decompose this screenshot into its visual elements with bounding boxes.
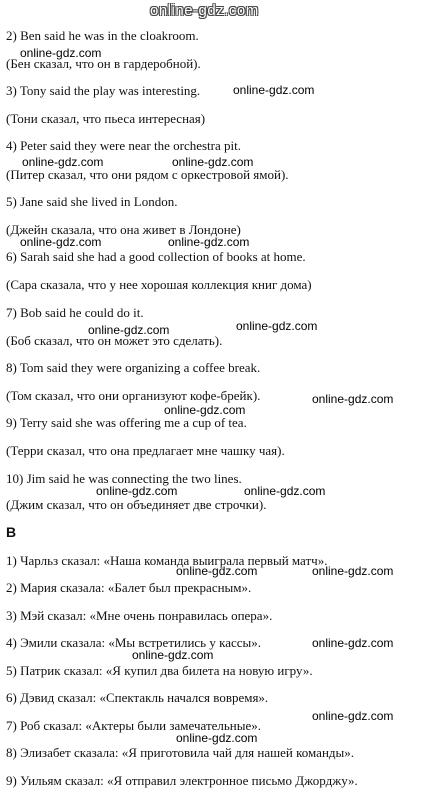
b-line-9: 9) Уильям сказал: «Я отправил электронное письмо Джорджу». bbox=[6, 773, 358, 788]
line-6-ru: (Сара сказала, что у нее хорошая коллекция книг дома) bbox=[6, 277, 312, 292]
line-4-ru: (Питер сказал, что они рядом с оркестровой ямой). bbox=[6, 167, 289, 182]
watermark: online-gdz.com bbox=[164, 403, 246, 417]
watermark-top: online-gdz.com bbox=[150, 2, 259, 19]
watermark: online-gdz.com bbox=[20, 235, 102, 249]
line-2-en: 2) Ben said he was in the cloakroom. bbox=[6, 28, 199, 43]
b-line-6: 6) Дэвид сказал: «Спектакль начался вовремя». bbox=[6, 690, 269, 705]
b-line-4: 4) Эмили сказала: «Мы встретились у кассы». bbox=[6, 635, 262, 650]
line-3-ru: (Тони сказал, что пьеса интересная) bbox=[6, 111, 206, 126]
line-9-en: 9) Terry said she was offering me a cup of tea. bbox=[6, 415, 247, 430]
b-line-3: 3) Мэй сказал: «Мне очень понравилась опера». bbox=[6, 608, 273, 623]
watermark: online-gdz.com bbox=[176, 564, 258, 578]
watermark: online-gdz.com bbox=[312, 564, 394, 578]
watermark: online-gdz.com bbox=[132, 648, 214, 662]
b-line-8: 8) Элизабет сказала: «Я приготовила чай для нашей команды». bbox=[6, 745, 354, 760]
line-5-ru: (Джейн сказала, что она живет в Лондоне) bbox=[6, 222, 241, 237]
watermark: online-gdz.com bbox=[168, 235, 250, 249]
watermark: online-gdz.com bbox=[172, 155, 254, 169]
watermark: online-gdz.com bbox=[20, 46, 102, 60]
watermark: online-gdz.com bbox=[22, 155, 104, 169]
watermark: online-gdz.com bbox=[233, 83, 315, 97]
b-line-2: 2) Мария сказала: «Балет был прекрасным». bbox=[6, 580, 252, 595]
line-7-ru: (Боб сказал, что он может это сделать). bbox=[6, 333, 223, 348]
watermark: online-gdz.com bbox=[244, 484, 326, 498]
line-8-ru: (Том сказал, что они организуют кофе-брейк). bbox=[6, 388, 261, 403]
line-8-en: 8) Tom said they were organizing a coffee break. bbox=[6, 360, 261, 375]
watermark: online-gdz.com bbox=[176, 731, 258, 745]
line-10-ru: (Джим сказал, что он объединяет две строчки). bbox=[6, 497, 267, 512]
line-5-en: 5) Jane said she lived in London. bbox=[6, 194, 178, 209]
line-7-en: 7) Bob said he could do it. bbox=[6, 305, 144, 320]
watermark: online-gdz.com bbox=[96, 484, 178, 498]
line-2-ru: (Бен сказал, что он в гардеробной). bbox=[6, 56, 201, 71]
line-10-en: 10) Jim said he was connecting the two lines. bbox=[6, 471, 242, 486]
b-line-1: 1) Чарльз сказал: «Наша команда выиграла первый матч». bbox=[6, 553, 328, 568]
line-9-ru: (Терри сказал, что она предлагает мне чашку чая). bbox=[6, 443, 285, 458]
b-line-5: 5) Патрик сказал: «Я купил два билета на новую игру». bbox=[6, 663, 313, 678]
watermark: online-gdz.com bbox=[312, 392, 394, 406]
watermark: online-gdz.com bbox=[88, 323, 170, 337]
line-4-en: 4) Peter said they were near the orchestra pit. bbox=[6, 138, 241, 153]
watermark: online-gdz.com bbox=[312, 636, 394, 650]
watermark: online-gdz.com bbox=[312, 709, 394, 723]
line-3-en: 3) Tony said the play was interesting. bbox=[6, 83, 201, 98]
watermark: online-gdz.com bbox=[236, 319, 318, 333]
section-b-heading: B bbox=[6, 524, 17, 540]
b-line-7: 7) Роб сказал: «Актеры были замечательные». bbox=[6, 718, 262, 733]
line-6-en: 6) Sarah said she had a good collection of books at home. bbox=[6, 249, 306, 264]
